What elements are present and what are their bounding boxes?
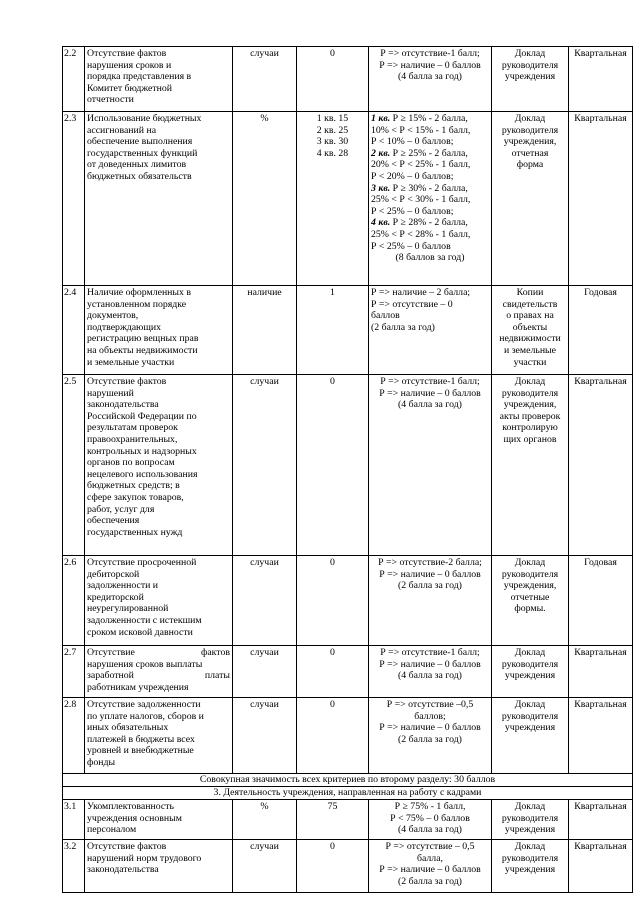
quarter-label: 1 кв. — [371, 113, 391, 124]
source-cell: Доклад руководителя учреждения — [492, 840, 569, 893]
scoring-total: (8 баллов за год) — [395, 252, 465, 264]
value-cell: 1 кв. 15 2 кв. 25 3 кв. 30 4 кв. 28 — [297, 112, 369, 286]
row-number: 2.5 — [63, 375, 85, 556]
table-row — [63, 286, 633, 375]
row-number: 2.2 — [63, 47, 85, 112]
table-row — [63, 375, 633, 556]
row-number: 3.2 — [63, 840, 85, 893]
quarter-label: 4 кв. — [371, 217, 391, 229]
table-row — [63, 800, 633, 840]
section-total: Совокупная значимость всех критериев по второму разделу: 30 баллов — [63, 774, 633, 787]
unit-cell: случаи — [233, 375, 297, 556]
criterion-word: заработной — [87, 670, 134, 682]
row-number: 2.7 — [63, 646, 85, 698]
table-row — [63, 556, 633, 646]
scoring-cell — [369, 112, 492, 286]
period-cell: Квартальная — [569, 646, 633, 698]
unit-cell: случаи — [233, 556, 297, 646]
quarter-label: 2 кв. — [371, 147, 391, 159]
criterion-line: нарушения сроков выплаты — [87, 658, 203, 670]
unit-cell: случаи — [233, 646, 297, 698]
unit-cell: наличие — [233, 286, 297, 375]
scoring-cell: Р => отсутствие –0,5 баллов; Р => наличие – 0 баллов (2 балла за год) — [369, 698, 492, 774]
scoring-cell: Р => отсутствие-1 балл; Р => наличие – 0 баллов (4 балла за год) — [369, 646, 492, 698]
unit-cell: % — [233, 112, 297, 286]
scoring-text: Р ≥ 30% - 2 балла, 25% < Р < 30% - 1 балл, Р < 25% – 0 баллов; — [371, 182, 471, 217]
table-row — [63, 47, 633, 112]
criterion-text: Использование бюджетных ассигнований на обеспечение выполнения государственных функций от доведенных лимитов бюджетных обязательств — [85, 112, 233, 286]
criterion-text: Отсутствие задолженности по уплате налогов, сборов и иных обязательных платежей в бюджеты всех уровней и внебюджетные фонды — [85, 698, 233, 774]
scoring-cell — [369, 286, 492, 375]
source-cell: Доклад руководителя учреждения — [492, 47, 569, 112]
source-cell: Копии свидетельств о правах на объекты недвижимости и земельные участки — [492, 286, 569, 375]
period-cell: Квартальная — [569, 840, 633, 893]
unit-cell: случаи — [233, 698, 297, 774]
value-cell: 0 — [297, 840, 369, 893]
table-row — [63, 112, 633, 286]
period-cell: Годовая — [569, 286, 633, 375]
criterion-text: Наличие оформленных в установленном порядке документов, подтверждающих регистрацию вещных прав на объекты недвижимости и земельные участки — [85, 286, 233, 375]
section-total-row — [63, 774, 633, 787]
criterion-word: Отсутствие — [87, 647, 135, 658]
unit-cell: % — [233, 800, 297, 840]
value-cell: 75 — [297, 800, 369, 840]
scoring-text: Р ≥ 15% - 2 балла, 10% < Р < 15% - 1 балл, Р < 10% – 0 баллов; — [371, 113, 471, 148]
value-cell: 0 — [297, 47, 369, 112]
criterion-word: платы — [204, 670, 230, 682]
criterion-text — [85, 646, 233, 698]
unit-cell: случаи — [233, 840, 297, 893]
period-cell: Квартальная — [569, 112, 633, 286]
section-title: 3. Деятельность учреждения, направленная на работу с кадрами — [63, 787, 633, 800]
section-title-row — [63, 787, 633, 800]
scoring-cell: Р => отсутствие-2 балла; Р => наличие – 0 баллов (2 балла за год) — [369, 556, 492, 646]
period-cell: Квартальная — [569, 800, 633, 840]
scoring-text: Р => наличие – 2 балла; Р => отсутствие – 0 баллов (2 балла за год) — [371, 287, 471, 333]
table-row — [63, 840, 633, 893]
period-cell: Квартальная — [569, 375, 633, 556]
value-cell: 0 — [297, 646, 369, 698]
unit-cell: случаи — [233, 47, 297, 112]
criterion-line: работникам учреждения — [87, 681, 189, 693]
criterion-word: фактов — [200, 647, 230, 658]
source-cell: Доклад руководителя учреждения — [492, 800, 569, 840]
scoring-cell: Р => отсутствие-1 балл; Р => наличие – 0 баллов (4 балла за год) — [369, 47, 492, 112]
row-number: 2.3 — [63, 112, 85, 286]
value-cell: 0 — [297, 556, 369, 646]
source-cell: Доклад руководителя учреждения — [492, 698, 569, 774]
criterion-text: Отсутствие фактов нарушений законодательства Российской Федерации по результатам проверок правоохранительных, контрольных и надзорных органов по вопросам нецелевого использования бюджетных средств; в сфере закупок товаров, работ, услуг для обеспечения государственных нужд — [85, 375, 233, 556]
scoring-cell: Р => отсутствие-1 балл; Р => наличие – 0 баллов (4 балла за год) — [369, 375, 492, 556]
source-cell: Доклад руководителя учреждения, акты проверок контролирую щих органов — [492, 375, 569, 556]
table-row — [63, 646, 633, 698]
row-number: 2.4 — [63, 286, 85, 375]
row-number: 2.6 — [63, 556, 85, 646]
source-cell: Доклад руководителя учреждения, отчетные формы. — [492, 556, 569, 646]
criterion-text: Отсутствие просроченной дебиторской задолженности и кредиторской неурегулированной задолженности с истекшим сроком исковой давности — [85, 556, 233, 646]
scoring-text: Р ≥ 28% - 2 балла, 25% < Р < 28% - 1 балл, Р < 25% – 0 баллов — [371, 217, 471, 252]
period-cell: Квартальная — [569, 47, 633, 112]
scoring-text: Р ≥ 25% - 2 балла, 20% < Р < 25% - 1 балл, Р < 20% – 0 баллов; — [371, 147, 471, 182]
period-cell: Годовая — [569, 556, 633, 646]
source-cell: Доклад руководителя учреждения — [492, 646, 569, 698]
table-row — [63, 698, 633, 774]
source-cell: Доклад руководителя учреждения, отчетная форма — [492, 112, 569, 286]
quarter-label: 3 кв. — [371, 182, 391, 194]
criterion-text: Отсутствие фактов нарушений норм трудового законодательства — [85, 840, 233, 893]
value-cell: 0 — [297, 698, 369, 774]
value-cell: 1 — [297, 286, 369, 375]
criterion-text: Отсутствие фактов нарушения сроков и порядка представления в Комитет бюджетной отчетности — [85, 47, 233, 112]
value-cell: 0 — [297, 375, 369, 556]
scoring-cell: Р => отсутствие – 0,5 балла, Р => наличие – 0 баллов (2 балла за год) — [369, 840, 492, 893]
row-number: 3.1 — [63, 800, 85, 840]
criteria-table — [62, 46, 633, 893]
row-number: 2.8 — [63, 698, 85, 774]
scoring-cell: Р ≥ 75% - 1 балл, Р < 75% – 0 баллов (4 балла за год) — [369, 800, 492, 840]
period-cell: Квартальная — [569, 698, 633, 774]
criterion-text: Укомплектованность учреждения основным персоналом — [85, 800, 233, 840]
